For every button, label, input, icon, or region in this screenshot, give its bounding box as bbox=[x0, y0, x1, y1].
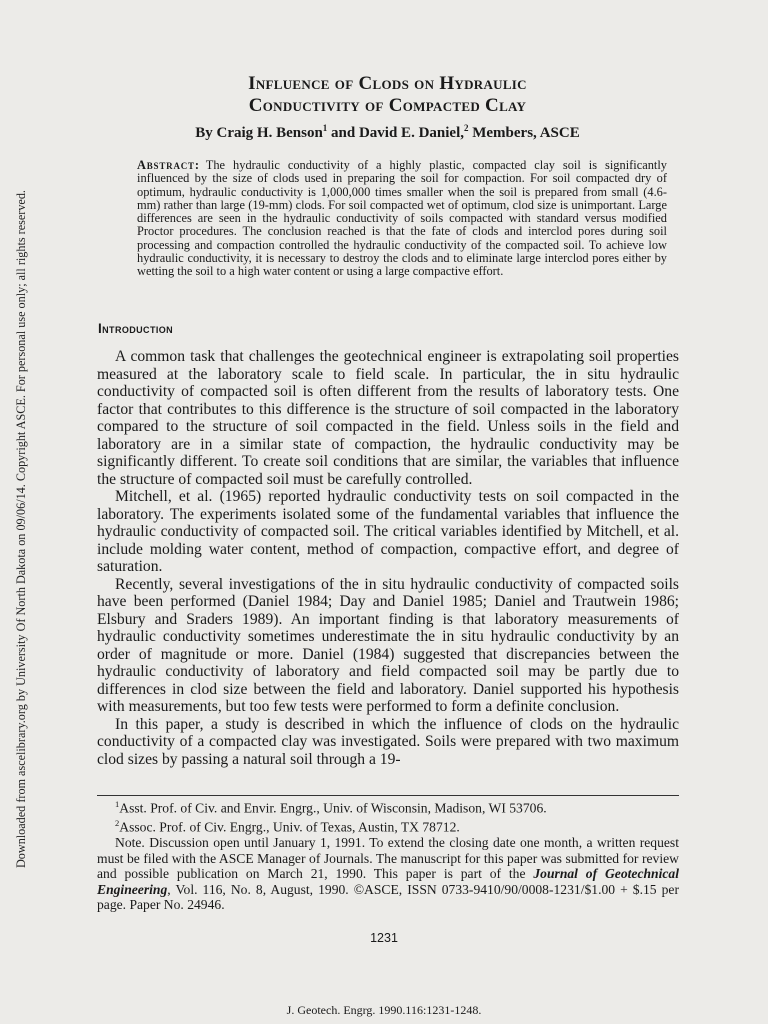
discussion-note bbox=[97, 835, 679, 913]
abstract bbox=[137, 159, 667, 279]
footnote-1 bbox=[97, 797, 679, 816]
page-number: 1231 bbox=[370, 931, 398, 945]
footnote-2-mark: 2 bbox=[115, 818, 120, 829]
author-line bbox=[60, 123, 715, 142]
paragraph-4: In this paper, a study is described in which the influence of clods on the hydraulic conductivity of a compacted clay was investigated. Soils were prepared with two maximum clod sizes by passing a natural soil through a 19- bbox=[97, 715, 679, 768]
footnotes bbox=[97, 797, 679, 913]
author-2-footnote-mark: 2 bbox=[463, 123, 469, 133]
download-notice: Downloaded from ascelibrary.org by University Of North Dakota on 09/06/14. Copyright ASCE. For personal use only; all rights reserved. bbox=[14, 190, 28, 868]
author-affiliation: Members, ASCE bbox=[468, 125, 580, 141]
title-line-2: Conductivity of Compacted Clay bbox=[248, 95, 527, 116]
paragraph-2: Mitchell, et al. (1965) reported hydraulic conductivity tests on soil compacted in the laboratory. The experiments isolated some of the fundamental variables that influence the hydraulic conductivity of compacted soil. The critical variables identified by Mitchell, et al. include molding water content, method of compaction, compactive effort, and degree of saturation. bbox=[97, 488, 679, 575]
author-1-footnote-mark: 1 bbox=[322, 123, 328, 133]
footnote-divider bbox=[97, 795, 679, 796]
paragraph-3: Recently, several investigations of the in situ hydraulic conductivity of compacted soils have been performed (Daniel 1984; Day and Daniel 1985; Daniel and Trautwein 1986; Elsbury and Sraders 1989). An important finding is that laboratory measurements of hydraulic conductivity sometimes underestimate the in situ hydraulic conductivity by an order of magnitude or more. Daniel (1984) suggested that discrepancies between the hydraulic conductivity of laboratory and field compacted soil may be partly due to differences in clod size between the field and laboratory. Daniel supported his hypothesis with measurements, but too few tests were performed to form a definite conclusion. bbox=[97, 575, 679, 715]
abstract-text: The hydraulic conductivity of a highly plastic, compacted clay soil is significantly influenced by the size of clods used in preparing the soil for compaction. For soil compacted dry of optimum, hydraulic conductivity is 1,000,000 times smaller when the soil is prepared from small (4.6-mm) rather than large (19-mm) clods. For soil compacted wet of optimum, clod size is unimportant. Large differences are seen in the hydraulic conductivity of soils compacted with standard versus modified Proctor procedures. The conclusion reached is that the fate of clods and interclod pores during soil processing and compaction controlled the hydraulic conductivity of the compacted soil. To achieve low hydraulic conductivity, it is necessary to destroy the clods and to eliminate large interclod pores either by wetting the soil to a high water content or using a large compactive effort. bbox=[137, 158, 667, 279]
author-2: and David E. Daniel, bbox=[327, 125, 464, 141]
footnote-1-text: Asst. Prof. of Civ. and Envir. Engrg., Univ. of Wisconsin, Madison, WI 53706. bbox=[119, 800, 547, 816]
footnote-2 bbox=[97, 816, 679, 835]
note-text-b: , Vol. 116, No. 8, August, 1990. ©ASCE, ISSN 0733-9410/90/0008-1231/$1.00 + $.15 per page. Paper No. 24946. bbox=[97, 881, 679, 913]
author-1: By Craig H. Benson bbox=[195, 125, 323, 141]
citation-footer: J. Geotech. Engrg. 1990.116:1231-1248. bbox=[286, 1003, 482, 1017]
footnote-1-mark: 1 bbox=[115, 799, 120, 809]
paragraph-1: A common task that challenges the geotechnical engineer is extrapolating soil properties measured at the laboratory scale to field scale. In particular, the in situ hydraulic conductivity of compacted soil is often different from the results of laboratory tests. One factor that contributes to this difference is the structure of soil compacted in the laboratory compared to the structure of soil compacted in the field. Unless soils in the field and laboratory are in a similar state of compaction, the hydraulic conductivity may be significantly different. To create soil conditions that are similar, the variables that influence the structure of compacted soil must be carefully controlled. bbox=[97, 348, 679, 488]
footnote-2-text: Assoc. Prof. of Civ. Engrg., Univ. of Texas, Austin, TX 78712. bbox=[119, 819, 460, 835]
body-text bbox=[97, 348, 679, 768]
note-text-a: Note. Discussion open until January 1, 1991. To extend the closing date one month, a written request must be filed with the ASCE Manager of Journals. The manuscript for this paper was submitted for review and possible publication on March 21, 1990. This paper is part of the bbox=[97, 835, 679, 882]
abstract-label: Abstract: bbox=[137, 158, 200, 172]
title-line-1: Influence of Clods on Hydraulic bbox=[248, 73, 527, 94]
section-heading-introduction: Introduction bbox=[98, 321, 174, 336]
paper-title bbox=[60, 73, 715, 117]
journal-name: Journal of Geotechnical Engineering bbox=[97, 866, 679, 897]
